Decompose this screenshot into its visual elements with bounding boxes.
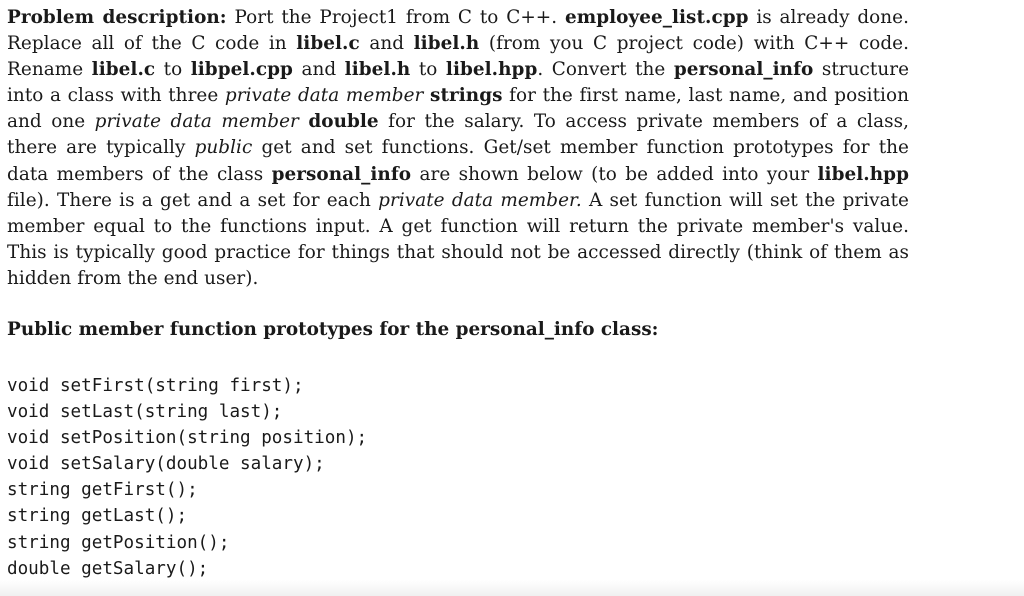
- filename-libel-c: libel.c: [296, 33, 360, 55]
- page-bottom-edge: [0, 580, 1024, 596]
- code-block: [7, 373, 367, 582]
- problem-description: [7, 5, 909, 292]
- text-run: structure into a class with three: [7, 59, 909, 107]
- term-public: public: [194, 137, 253, 159]
- term-personal-info: personal_info: [271, 163, 412, 185]
- text-run: file). There is a get and a set for each: [7, 189, 379, 211]
- code-line: double getSalary();: [7, 558, 209, 579]
- term-double: double: [308, 111, 379, 133]
- filename-libel-h: libel.h: [413, 33, 480, 55]
- problem-label: Problem description:: [7, 7, 227, 28]
- text-run: A set function will set the private member equal to the functions input. A get function will return the private member's value. This is typically good practice for things that should not be accessed directly (think of them as hidden from the end user).: [7, 189, 909, 289]
- text-run: get and set functions. Get/set member function prototypes for the data members of the class: [7, 137, 909, 185]
- text-run: is already done. Replace all of the C code in: [7, 7, 910, 55]
- document-page: [7, 5, 910, 579]
- term-private-data-member: private data member: [224, 85, 424, 107]
- term-strings: strings: [430, 85, 503, 107]
- text-run: . Convert the: [537, 59, 674, 81]
- filename-libel-hpp: libel.hpp: [445, 59, 538, 81]
- text-run: to: [155, 59, 191, 81]
- code-line: string getPosition();: [7, 532, 230, 553]
- term-private-data-member: private data member: [94, 111, 299, 133]
- text-run: for the first name, last name, and position and one: [7, 85, 909, 133]
- text-run: are shown below (to be added into your: [411, 163, 818, 185]
- code-line: string getLast();: [7, 506, 188, 527]
- text-run: for the salary. To access private members of a class, there are typically: [7, 111, 909, 159]
- code-line: void setSalary(double salary);: [7, 454, 325, 475]
- text-run: [299, 111, 308, 132]
- term-private-data-member: private data member.: [378, 189, 582, 211]
- code-line: void setPosition(string position);: [7, 428, 368, 449]
- term-personal-info: personal_info: [673, 59, 814, 81]
- text-run: Port the Project1 from C to C++.: [226, 7, 565, 28]
- text-run: to: [410, 59, 446, 81]
- filename-libel-hpp: libel.hpp: [817, 163, 909, 185]
- code-line: string getFirst();: [7, 480, 198, 501]
- filename-libel-h: libel.h: [344, 59, 411, 81]
- section-heading: Public member function prototypes for the personal_info class:: [7, 319, 659, 340]
- code-line: void setLast(string last);: [7, 402, 283, 423]
- filename-libpel-cpp: libpel.cpp: [190, 59, 293, 81]
- text-run: (from you C project code) with C++ code. Rename: [7, 33, 909, 81]
- text-run: and: [359, 33, 414, 55]
- filename-libel-c: libel.c: [91, 59, 156, 81]
- text-run: and: [292, 59, 345, 81]
- filename-employee-list: employee_list.cpp: [564, 7, 749, 28]
- code-line: void setFirst(string first);: [7, 376, 304, 396]
